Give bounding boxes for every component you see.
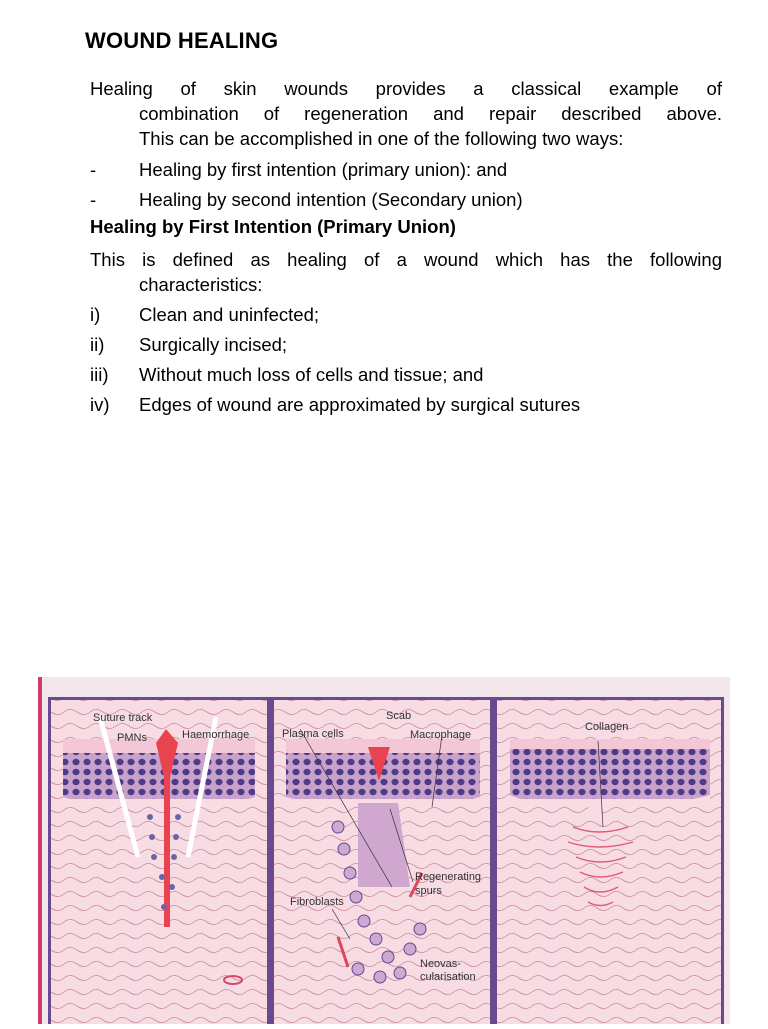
list-item <box>90 157 507 182</box>
list-text: Without much loss of cells and tissue; and <box>139 364 484 385</box>
list-marker: - <box>90 159 97 180</box>
label-regenerating: Regenerating <box>415 871 482 883</box>
wound-healing-figure <box>38 677 730 1024</box>
list-text: Healing by second intention (Secondary union) <box>139 189 523 210</box>
list-item <box>90 187 523 212</box>
definition-line-1: This is defined as healing of a wound which has the following <box>90 249 722 270</box>
label-spurs: spurs <box>415 885 442 897</box>
page-title: WOUND HEALING <box>85 28 279 53</box>
label-collagen: Collagen <box>585 721 629 733</box>
list-marker: i) <box>90 304 101 325</box>
list-marker: - <box>90 189 97 210</box>
intro-line-1: Healing of skin wounds provides a classical example of <box>90 78 722 99</box>
label-plasma-cells: Plasma cells <box>282 728 344 740</box>
label-cularisation: cularisation <box>420 971 476 983</box>
list-text: Clean and uninfected; <box>139 304 319 325</box>
label-pmns: PMNs <box>117 732 147 744</box>
definition-paragraph <box>90 247 722 297</box>
list-text: Healing by first intention (primary union): and <box>139 159 508 180</box>
label-neovas: Neovas- <box>420 958 461 970</box>
list-text: Edges of wound are approximated by surgical sutures <box>139 394 581 415</box>
label-haemorrhage: Haemorrhage <box>182 729 250 741</box>
list-text: Surgically incised; <box>139 334 288 355</box>
intro-line-3: This can be accomplished in one of the following two ways: <box>139 128 624 149</box>
list-marker: iv) <box>90 394 110 415</box>
panel-b <box>274 700 490 1024</box>
label-scab: Scab <box>386 710 412 722</box>
intro-line-2: combination of regeneration and repair described above. <box>139 103 722 124</box>
panel-c <box>497 700 721 1024</box>
panel-a <box>51 700 267 1024</box>
list-marker: ii) <box>90 334 105 355</box>
list-item <box>90 362 483 387</box>
intro-paragraph <box>90 76 722 151</box>
list-item <box>90 392 580 417</box>
label-fibroblasts: Fibroblasts <box>290 896 344 908</box>
label-macrophage: Macrophage <box>410 729 472 741</box>
definition-line-2: characteristics: <box>139 274 263 295</box>
label-suture-track: Suture track <box>93 712 153 724</box>
list-item <box>90 332 287 357</box>
section-heading: Healing by First Intention (Primary Union) <box>90 216 456 237</box>
list-item <box>90 302 319 327</box>
list-marker: iii) <box>90 364 109 385</box>
